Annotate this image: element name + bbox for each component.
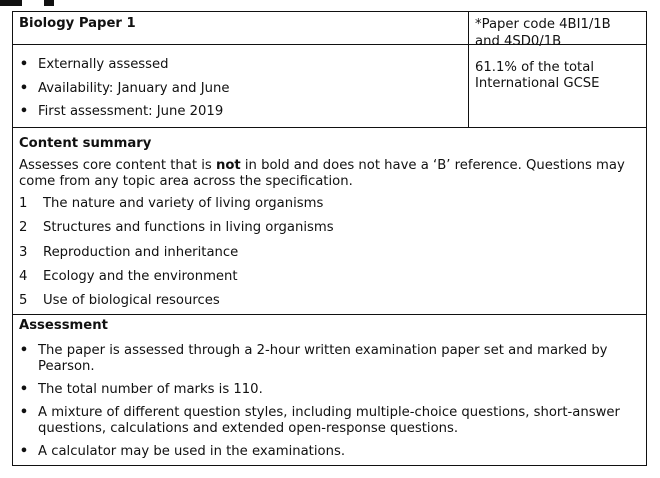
topic-item <box>19 220 439 244</box>
assessment-heading: Assessment <box>19 318 108 333</box>
topic-label: The nature and variety of living organisms <box>43 196 324 211</box>
detail-text: Externally assessed <box>38 57 169 72</box>
topic-item <box>19 245 439 269</box>
topic-number: 1 <box>19 196 28 211</box>
assessment-list <box>18 343 641 467</box>
assessment-item <box>18 444 641 460</box>
paper-details-list <box>18 57 448 128</box>
top-edge-mark <box>0 0 22 6</box>
topic-item <box>19 196 439 220</box>
assessment-text: A mixture of different question styles, including multiple-choice questions, short-answer questions, calculations and extended open-response questions. <box>38 405 620 436</box>
content-intro-emphasis: not <box>215 158 241 173</box>
detail-item <box>18 104 448 128</box>
paper-title: Biology Paper 1 <box>19 16 136 31</box>
biology-paper-summary-table <box>12 11 647 466</box>
topic-number: 2 <box>19 220 28 236</box>
assessment-weighting: 61.1% of the total International GCSE <box>475 60 600 91</box>
content-topics-list <box>19 196 439 317</box>
topic-label: Structures and functions in living organisms <box>43 220 334 236</box>
assessment-text: The paper is assessed through a 2-hour written examination paper set and marked by Pearson. <box>38 343 608 374</box>
bullet-icon: • <box>19 57 29 72</box>
topic-item <box>19 269 439 293</box>
paper-code: *Paper code 4BI1/1B and 4SD0/1B <box>475 17 611 49</box>
content-intro-end: in bold and does not have a ‘B’ reference. Questions may come from any topic area across the specification. <box>19 158 625 189</box>
assessment-item <box>18 405 641 437</box>
topic-number: 4 <box>19 268 28 284</box>
assessment-item <box>18 382 641 398</box>
topic-label: Ecology and the environment <box>43 268 238 284</box>
detail-text: Availability: January and June <box>38 80 230 96</box>
top-edge-mark-secondary <box>44 0 54 6</box>
upper-column-divider <box>468 12 469 127</box>
bullet-icon: • <box>19 80 29 96</box>
bullet-icon: • <box>19 382 29 397</box>
topic-number: 3 <box>19 244 28 260</box>
assessment-text: A calculator may be used in the examinations. <box>38 444 346 459</box>
assessment-text: The total number of marks is 110. <box>38 382 263 397</box>
topic-label: Reproduction and inheritance <box>43 244 239 260</box>
topic-item <box>19 293 439 317</box>
detail-item <box>18 57 448 81</box>
topic-number: 5 <box>19 293 28 309</box>
assessment-item <box>18 343 641 375</box>
content-summary-description <box>19 158 642 190</box>
bullet-icon: • <box>19 343 29 358</box>
bullet-icon: • <box>19 104 29 119</box>
content-intro-start: Assesses core content that is <box>19 158 216 173</box>
detail-item <box>18 81 448 105</box>
bullet-icon: • <box>19 444 29 459</box>
content-summary-heading: Content summary <box>19 136 152 151</box>
topic-label: Use of biological resources <box>43 293 220 309</box>
detail-text: First assessment: June 2019 <box>38 104 224 119</box>
bullet-icon: • <box>19 405 29 420</box>
